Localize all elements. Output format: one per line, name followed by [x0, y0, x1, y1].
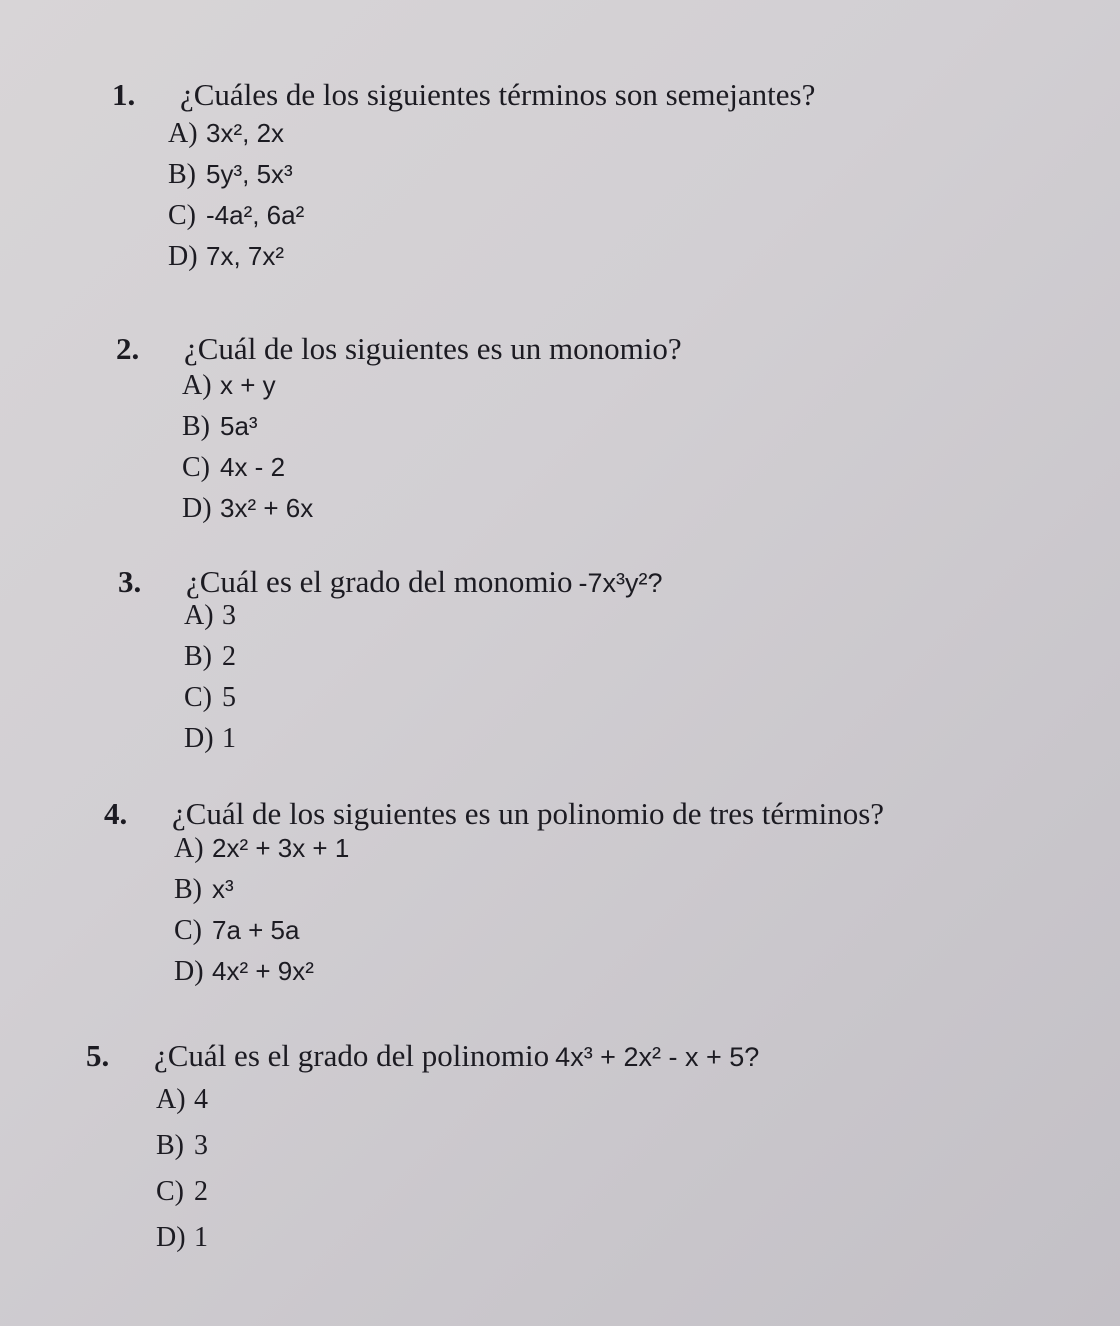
- question-2: [116, 330, 682, 534]
- option-value: 1: [194, 1222, 208, 1253]
- question-4: [104, 795, 884, 997]
- question-5-text: ¿Cuál es el grado del polinomio: [154, 1038, 550, 1073]
- question-3-option-d: [184, 723, 663, 764]
- question-1-number: 1.: [112, 77, 136, 112]
- question-1-option-d: [168, 241, 815, 282]
- question-4-option-d: [174, 956, 884, 997]
- question-5-option-d: [156, 1222, 759, 1268]
- option-letter: A): [174, 833, 204, 864]
- option-letter: D): [174, 956, 204, 987]
- question-2-options: [182, 370, 682, 534]
- question-1-option-a: [168, 118, 815, 159]
- option-value: 5a³: [220, 411, 258, 441]
- option-value: 7x, 7x²: [206, 241, 285, 271]
- option-value: 2x² + 3x + 1: [212, 833, 350, 863]
- option-value: 3x² + 6x: [220, 493, 314, 523]
- question-3: [118, 563, 663, 764]
- option-letter: C): [156, 1176, 184, 1207]
- option-value: -4a², 6a²: [206, 200, 305, 230]
- option-value: 5: [222, 682, 236, 713]
- question-4-option-b: [174, 874, 884, 915]
- question-3-number: 3.: [118, 564, 142, 599]
- option-letter: D): [168, 241, 198, 272]
- question-5-number: 5.: [86, 1038, 110, 1073]
- option-letter: C): [168, 200, 196, 231]
- option-letter: C): [184, 682, 212, 713]
- option-letter: A): [156, 1084, 186, 1115]
- option-value: 2: [222, 641, 236, 672]
- question-1-option-b: [168, 159, 815, 200]
- question-3-text: ¿Cuál es el grado del monomio: [186, 564, 573, 599]
- option-value: 2: [194, 1176, 208, 1207]
- question-2-option-a: [182, 370, 682, 411]
- question-5-math: 4x³ + 2x² - x + 5?: [555, 1042, 760, 1072]
- question-1-header: [112, 76, 815, 114]
- option-value: x + y: [220, 370, 276, 400]
- option-letter: B): [184, 641, 212, 672]
- question-3-options: [184, 600, 663, 764]
- option-letter: A): [168, 118, 198, 149]
- question-3-header: [118, 563, 663, 602]
- question-2-option-d: [182, 493, 682, 534]
- question-5: [86, 1037, 759, 1268]
- option-letter: A): [184, 600, 214, 631]
- question-1-text: ¿Cuáles de los siguientes términos son semejantes?: [180, 77, 816, 112]
- question-1-options: [168, 118, 815, 282]
- question-5-header: [86, 1037, 759, 1076]
- question-5-options: [156, 1084, 759, 1268]
- question-3-option-a: [184, 600, 663, 641]
- option-value: 7a + 5a: [212, 915, 300, 945]
- question-5-option-b: [156, 1130, 759, 1176]
- question-2-option-c: [182, 452, 682, 493]
- option-value: 3: [222, 600, 236, 631]
- question-4-header: [104, 795, 884, 833]
- option-letter: D): [184, 723, 214, 754]
- option-value: 5y³, 5x³: [206, 159, 293, 189]
- question-2-header: [116, 330, 682, 368]
- question-3-option-c: [184, 682, 663, 723]
- question-2-text: ¿Cuál de los siguientes es un monomio?: [184, 331, 682, 366]
- question-5-option-c: [156, 1176, 759, 1222]
- question-4-option-c: [174, 915, 884, 956]
- question-1: [112, 76, 815, 282]
- option-value: 1: [222, 723, 236, 754]
- option-letter: B): [174, 874, 202, 905]
- option-value: x³: [212, 874, 234, 904]
- option-value: 3x², 2x: [206, 118, 285, 148]
- question-2-number: 2.: [116, 331, 140, 366]
- question-3-option-b: [184, 641, 663, 682]
- question-3-math: -7x³y²?: [578, 568, 663, 598]
- option-value: 3: [194, 1130, 208, 1161]
- question-5-option-a: [156, 1084, 759, 1130]
- option-letter: D): [182, 493, 212, 524]
- option-letter: D): [156, 1222, 186, 1253]
- option-letter: C): [182, 452, 210, 483]
- question-4-number: 4.: [104, 796, 128, 831]
- option-letter: C): [174, 915, 202, 946]
- option-letter: B): [156, 1130, 184, 1161]
- option-letter: A): [182, 370, 212, 401]
- option-value: 4x² + 9x²: [212, 956, 314, 986]
- option-letter: B): [168, 159, 196, 190]
- option-value: 4x - 2: [220, 452, 286, 482]
- option-letter: B): [182, 411, 210, 442]
- question-4-options: [174, 833, 884, 997]
- question-2-option-b: [182, 411, 682, 452]
- option-value: 4: [194, 1084, 208, 1115]
- question-4-text: ¿Cuál de los siguientes es un polinomio de tres términos?: [172, 796, 885, 831]
- question-1-option-c: [168, 200, 815, 241]
- question-4-option-a: [174, 833, 884, 874]
